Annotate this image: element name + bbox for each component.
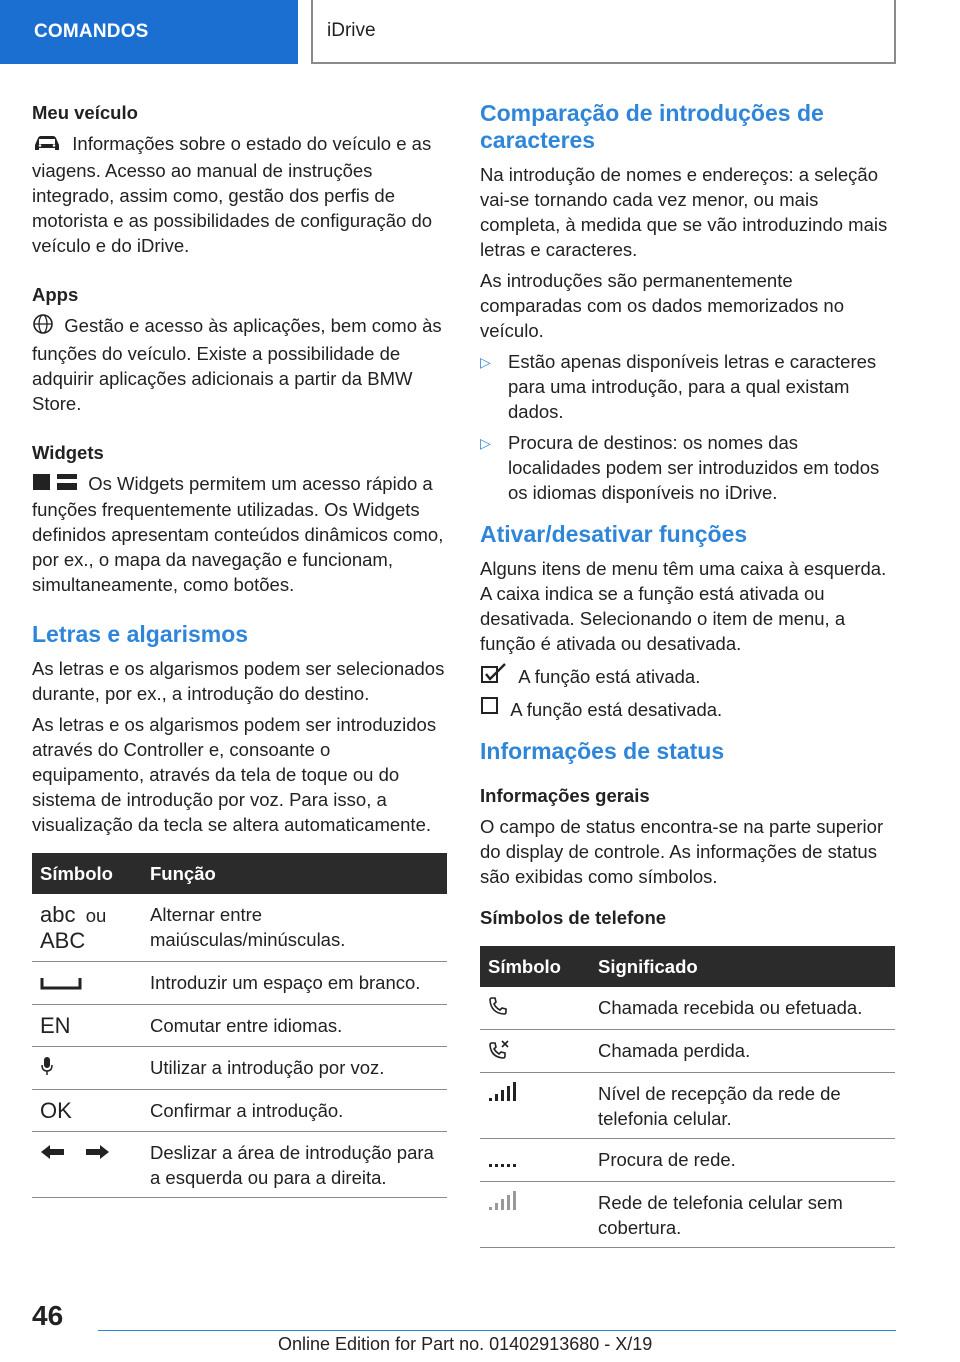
space-bar-icon xyxy=(40,972,82,997)
symbol-cell xyxy=(480,987,590,1030)
function-cell: Introduzir um espaço em branco. xyxy=(142,962,447,1005)
chapter-tab xyxy=(311,0,896,64)
bullet-text: Procura de destinos: os nomes das localidades podem ser introduzidos em todos os idiomas disponíveis no iDrive. xyxy=(508,432,880,503)
comparacao-p1: Na introdução de nomes e endereços: a seleção vai-se tornando cada vez menor, ou mais completa, à medida que se vão introduzindo mais letras e caracteres. xyxy=(480,164,888,260)
symbol-cell xyxy=(480,1030,590,1073)
triangle-bullet-icon: ▷ xyxy=(480,435,491,451)
meaning-cell: Nível de recepção da rede de telefonia celular. xyxy=(590,1073,895,1139)
table-row xyxy=(32,962,447,1005)
meu-veiculo-heading: Meu veículo xyxy=(32,102,138,123)
function-cell: Alternar entre maiúsculas/minúsculas. xyxy=(142,894,447,962)
sym-confirm: OK xyxy=(40,1098,72,1124)
symbol-cell xyxy=(480,1139,590,1182)
section-tab xyxy=(0,0,298,64)
footer-edition: Online Edition for Part no. 01402913680 - X/19 xyxy=(278,1334,653,1354)
meaning-cell: Chamada recebida ou efetuada. xyxy=(590,987,895,1030)
symbol-cell xyxy=(480,1073,590,1139)
col-meaning: Significado xyxy=(590,946,895,987)
list-item xyxy=(480,349,895,424)
table-row xyxy=(480,987,895,1030)
network-search-icon xyxy=(488,1148,518,1174)
triangle-bullet-icon: ▷ xyxy=(480,354,491,370)
car-icon xyxy=(32,133,62,158)
table-row xyxy=(32,1132,447,1198)
function-cell: Comutar entre idiomas. xyxy=(142,1004,447,1046)
checkbox-checked-icon xyxy=(480,662,508,690)
footer-divider xyxy=(98,1330,896,1331)
bullet-text: Estão apenas disponíveis letras e caracteres para uma introdução, para a qual existam dados. xyxy=(508,351,877,422)
function-cell: Confirmar a introdução. xyxy=(142,1090,447,1132)
widgets-text xyxy=(32,471,447,598)
widgets-body: Os Widgets permitem um acesso rápido a funções frequentemente utilizadas. Os Widgets definidos apresentam conteúdos dinâmicos como, por ex., o mapa da navegação e funcionam, simultaneamente, como botões. xyxy=(32,472,444,596)
symbol-cell xyxy=(32,1004,142,1046)
function-on-text: A função está ativada. xyxy=(518,665,701,687)
phone-symbols-table xyxy=(480,946,895,1248)
meaning-cell: Rede de telefonia celular sem cobertura. xyxy=(590,1182,895,1248)
left-column xyxy=(32,100,447,1198)
sym-lowercase: abc xyxy=(40,902,76,928)
table-row xyxy=(32,1046,447,1089)
ativar-p1: Alguns itens de menu têm uma caixa à esquerda. A caixa indica se a função está ativada ou desativada. Selecionando o item de menu, a função é ativada ou desativada. xyxy=(480,558,887,654)
symbol-cell xyxy=(32,1090,142,1132)
function-off-row xyxy=(480,696,895,722)
col-symbol: Símbolo xyxy=(480,946,590,987)
symbol-cell xyxy=(32,894,142,962)
table-header-row xyxy=(32,853,447,894)
right-column xyxy=(480,100,895,1248)
symbols-function-table xyxy=(32,853,447,1198)
table-header-row xyxy=(480,946,895,987)
letras-heading: Letras e algarismos xyxy=(32,621,249,648)
no-coverage-icon xyxy=(488,1191,518,1217)
sym-language: EN xyxy=(40,1012,71,1038)
symbol-cell xyxy=(32,1132,142,1198)
table-row xyxy=(480,1139,895,1182)
meaning-cell: Chamada perdida. xyxy=(590,1030,895,1073)
table-row xyxy=(480,1182,895,1248)
status-sub-general: Informações gerais xyxy=(480,785,650,806)
status-heading: Informações de status xyxy=(480,738,725,764)
col-symbol: Símbolo xyxy=(32,853,142,894)
table-row xyxy=(32,1090,447,1132)
chapter-label: iDrive xyxy=(327,20,376,41)
page-number: 46 xyxy=(32,1300,64,1331)
symbol-cell xyxy=(32,1046,142,1089)
checkbox-empty-icon xyxy=(480,696,500,722)
sym-uppercase: ABC xyxy=(40,928,86,954)
apps-text xyxy=(32,313,447,416)
table-row xyxy=(480,1073,895,1139)
comparacao-heading: Comparação de introduções de caracteres xyxy=(480,100,824,153)
list-item xyxy=(480,430,895,505)
letras-p1: As letras e os algarismos podem ser selecionados durante, por ex., a introdução do destino. xyxy=(32,658,445,705)
status-p1: O campo de status encontra-se na parte superior do display de controle. As informações de status são exibidas como símbolos. xyxy=(480,816,884,887)
apps-body: Gestão e acesso às aplicações, bem como às funções do veículo. Existe a possibilidade de adquirir aplicações adicionais a partir da BMW Store. xyxy=(32,314,442,414)
function-cell: Utilizar a introdução por voz. xyxy=(142,1046,447,1089)
microphone-icon xyxy=(40,1056,54,1082)
widgets-heading: Widgets xyxy=(32,441,104,463)
apps-globe-icon xyxy=(32,313,54,341)
meu-veiculo-text xyxy=(32,131,447,258)
table-row xyxy=(32,1004,447,1046)
widgets-icon xyxy=(32,472,78,497)
function-cell: Deslizar a área de introdução para a esquerda ou para a direita. xyxy=(142,1132,447,1198)
table-row xyxy=(480,1030,895,1073)
symbol-cell xyxy=(32,962,142,1005)
phone-call-icon xyxy=(488,996,508,1022)
col-function: Função xyxy=(142,853,447,894)
meaning-cell: Procura de rede. xyxy=(590,1139,895,1182)
symbol-cell xyxy=(480,1182,590,1248)
apps-heading: Apps xyxy=(32,283,79,305)
function-off-text: A função está desativada. xyxy=(510,698,723,720)
section-label: COMANDOS xyxy=(34,21,149,42)
comparacao-p2: As introduções são permanentemente comparadas com os dados memorizados no veículo. xyxy=(480,270,845,341)
signal-strength-icon xyxy=(488,1082,518,1108)
arrows-left-right-icon xyxy=(40,1142,110,1167)
meu-veiculo-body: Informações sobre o estado do veículo e as viagens. Acesso ao manual de instruções integrado, assim como, gestão dos perfis de motorista e as possibilidades de configuração do veículo e do iDrive. xyxy=(32,133,433,256)
letras-p2: As letras e os algarismos podem ser introduzidos através do Controller e, consoante o equipamento, através da tela de toque ou do sistema de introdução por voz. Para isso, a visualização da tecla se altera automaticamente. xyxy=(32,714,437,836)
sym-or: ou xyxy=(85,905,107,927)
table-row xyxy=(32,894,447,962)
ativar-heading: Ativar/desativar funções xyxy=(480,521,748,547)
function-on-row xyxy=(480,662,895,690)
missed-call-icon xyxy=(488,1039,510,1065)
status-sub-phone: Símbolos de telefone xyxy=(480,907,667,928)
